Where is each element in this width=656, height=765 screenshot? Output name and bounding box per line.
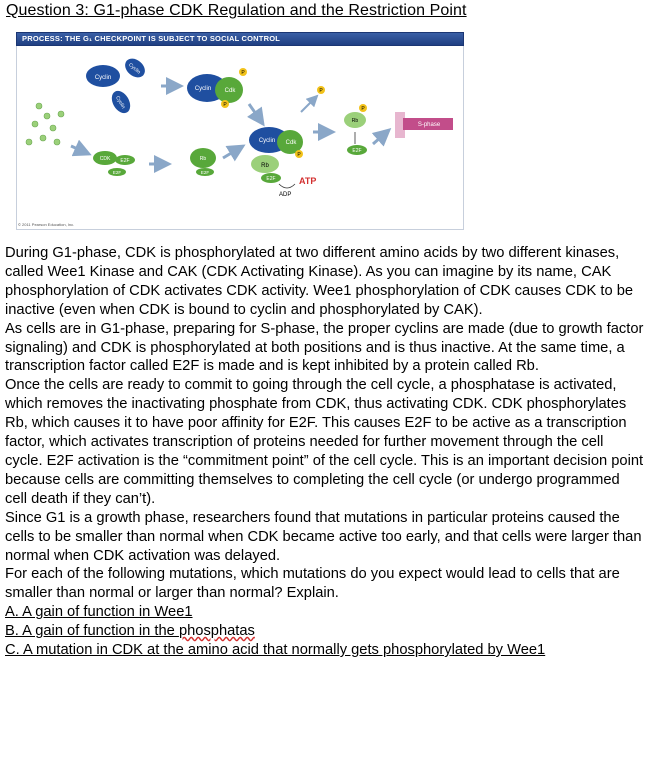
free-subunit-dots (26, 103, 64, 145)
svg-text:E2F: E2F (352, 148, 362, 154)
svg-text:E2F: E2F (120, 158, 130, 164)
svg-text:Cyclin: Cyclin (258, 138, 276, 144)
arrow-2 (249, 104, 263, 124)
option-c (5, 641, 645, 660)
atp-curve (279, 184, 295, 188)
svg-text:Cyclin: Cyclin (194, 86, 212, 92)
paragraph-4: Since G1 is a growth phase, researchers found that mutations in particular proteins caused the cells to be smaller than normal when CDK became active too early, and that cells were larger than normal when CDK activation was delayed. (5, 509, 642, 564)
figure-header: PROCESS: THE G₁ CHECKPOINT IS SUBJECT TO SOCIAL CONTROL (16, 32, 464, 46)
question-title: Question 3: G1-phase CDK Regulation and the Restriction Point (6, 2, 467, 19)
s-phase-indicator (395, 112, 453, 138)
option-b (5, 622, 645, 641)
arrow-3 (301, 96, 317, 112)
cyclin-cdk-complex-top (187, 68, 247, 108)
svg-text:P: P (297, 152, 301, 158)
svg-text:E2F: E2F (112, 170, 122, 175)
arrow-6 (71, 146, 89, 154)
svg-text:Cdk: Cdk (224, 88, 236, 94)
g1-checkpoint-figure (16, 32, 464, 230)
svg-text:Rb: Rb (261, 163, 269, 169)
svg-text:P: P (223, 102, 227, 108)
svg-text:CDK: CDK (99, 156, 111, 162)
figure-credit: © 2011 Pearson Education, Inc. (18, 222, 75, 227)
svg-text:Cyclin: Cyclin (127, 62, 142, 76)
option-c-text: C. A mutation in CDK at the amino acid that normally gets phosphorylated by Wee1 (5, 642, 546, 659)
svg-text:S-phase: S-phase (417, 122, 441, 128)
paragraph-1: During G1-phase, CDK is phosphorylated at two different amino acids by two different kinases, called Wee1 Kinase and CAK (CDK Activating Kinase). As you can imagine by its name, CAK phosphorylation of CDK activates CDK activity. Wee1 phosphorylation of CDK causes CDK to be inactive (even when CDK is bound to cyclin and phosphorylated by CAK). (5, 245, 634, 318)
svg-text:Cdk: Cdk (285, 140, 297, 146)
option-a (5, 603, 645, 622)
cyclin-cdk-rb-e2f-complex (249, 127, 303, 183)
figure-body (16, 46, 464, 230)
rb-e2f-bottom (190, 148, 216, 176)
svg-text:P: P (319, 88, 323, 94)
svg-text:Rb: Rb (351, 118, 359, 124)
process-diagram (17, 46, 465, 230)
arrow-8 (223, 146, 243, 158)
svg-text:E2F: E2F (266, 176, 276, 182)
cdk-e2f-bottom (93, 151, 135, 176)
question-body (5, 244, 645, 660)
paragraph-5: For each of the following mutations, which mutations do you expect would lead to cells that are smaller than normal or larger than normal? Explain. (5, 566, 620, 602)
svg-text:E2F: E2F (200, 170, 210, 175)
option-b-prefix: B. A gain of function in the (5, 623, 179, 640)
paragraph-2: As cells are in G1-phase, preparing for S-phase, the proper cyclins are made (due to growth factor signaling) and CDK is phosphorylated at both positions and is thus inactive. At the same time, a transcription factor called E2F is made and is kept inhibited by a protein called Rb. (5, 320, 644, 375)
svg-text:Rb: Rb (199, 156, 207, 162)
paragraph-3: Once the cells are ready to commit to going through the cell cycle, a phosphatase is activated, which removes the inactivating phosphate from CDK, thus activating CDK. CDK phosphorylates Rb, which causes it to have poor affinity for E2F. This causes E2F to be active as a transcription factor, which activates transcription of proteins needed for further movement through the cell cycle. E2F activation is the “commitment point” of the cell cycle. This is an important decision point because cells are committing themselves to completing the cell cycle (or undergo programmed cell death if they can’t). (5, 377, 644, 507)
svg-text:Cyclin: Cyclin (94, 75, 112, 81)
option-a-text: A. A gain of function in Wee1 (5, 604, 193, 621)
svg-text:P: P (361, 106, 365, 112)
option-b-misspelled-word: phosphatas (178, 623, 255, 640)
svg-text:Cyclin: Cyclin (114, 95, 127, 110)
arrow-5 (373, 130, 389, 144)
phosphorylated-rb (344, 104, 367, 155)
adp-label: ADP (279, 192, 292, 198)
cyclin-proteins (86, 55, 149, 117)
atp-label: ATP (299, 176, 317, 186)
svg-text:P: P (241, 70, 245, 76)
